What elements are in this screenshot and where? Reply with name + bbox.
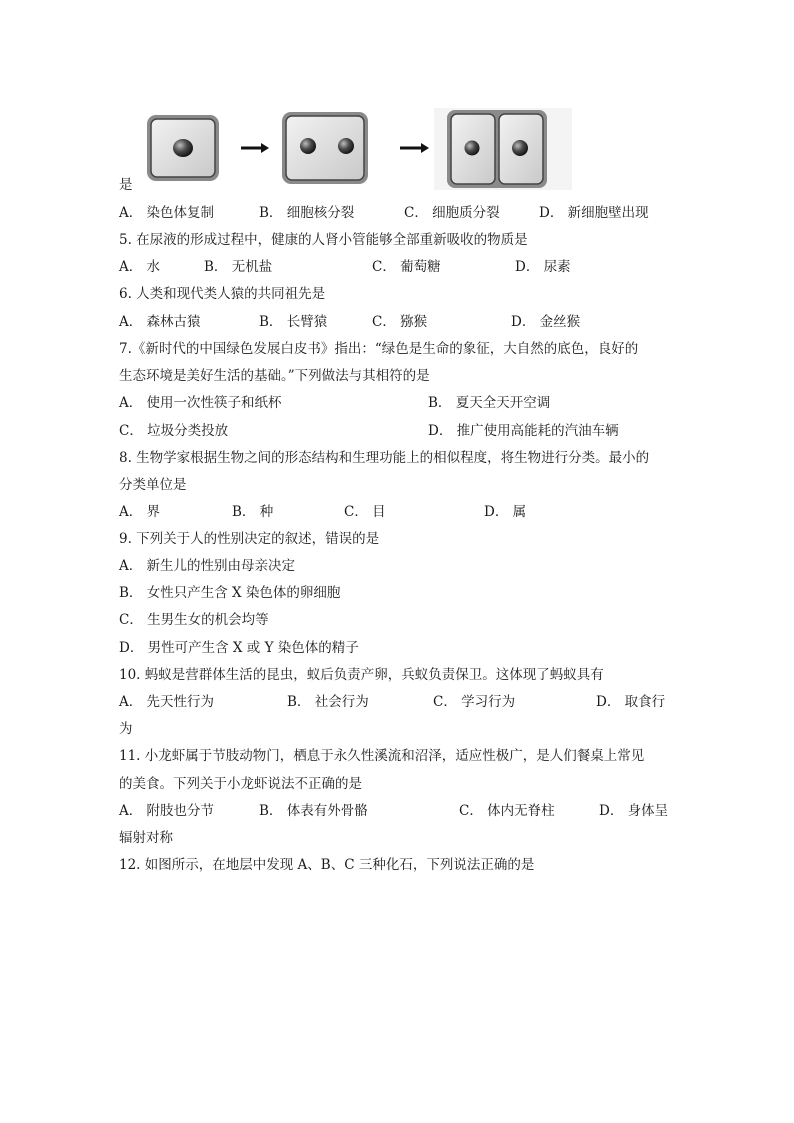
q10-option-c: C． 学习行为 [433,694,516,710]
cell-one-nucleus [147,115,219,181]
q9-option-a: A． 新生儿的性别由母亲决定 [119,558,296,574]
nucleus-icon [512,140,528,156]
figure-lead-text: 是 [119,177,133,193]
q12-stem: 12. 如图所示，在地层中发现 A、B、C 三种化石，下列说法正确的是 [119,857,535,873]
q7-option-c: C． 垃圾分类投放 [119,423,229,439]
q6-option-b: B． 长臂猿 [259,314,328,330]
q6-option-a: A． 森林古猿 [119,314,201,330]
q10-option-b: B． 社会行为 [287,694,369,710]
q5-option-a: A． 水 [119,259,161,275]
q11-option-d-wrap: 辐射对称 [119,830,173,846]
cell-divided [447,110,547,188]
q9-option-c: C． 生男生女的机会均等 [119,612,269,628]
q4-option-c: C． 细胞质分裂 [404,205,500,221]
q11-option-b: B． 体表有外骨骼 [259,803,368,819]
cell-two-nuclei [282,112,368,184]
nucleus-icon [338,138,354,154]
q6-stem: 6. 人类和现代类人猿的共同祖先是 [119,286,326,302]
q4-option-d: D． 新细胞壁出现 [539,205,649,221]
q8-stem-line1: 8. 生物学家根据生物之间的形态结构和生理功能上的相似程度，将生物进行分类。最小的 [119,450,650,466]
q7-option-b: B． 夏天全天开空调 [428,395,551,411]
q9-stem: 9. 下列关于人的性别决定的叙述，错误的是 [119,531,380,547]
arrow-icon [400,143,429,153]
q11-stem-line2: 的美食。下列关于小龙虾说法不正确的是 [119,776,362,792]
arrow-icon [241,143,269,153]
q4-option-b: B． 细胞核分裂 [259,205,355,221]
cell-division-figure [142,108,572,190]
q8-option-b: B． 种 [232,504,274,520]
q8-stem-line2: 分类单位是 [119,477,187,493]
q10-stem: 10. 蚂蚁是营群体生活的昆虫，蚁后负责产卵，兵蚁负责保卫。这体现了蚂蚁具有 [119,667,604,683]
q9-option-b: B． 女性只产生含 X 染色体的卵细胞 [119,585,341,601]
q4-option-a: A． 染色体复制 [119,205,215,221]
q5-option-c: C． 葡萄糖 [372,259,441,275]
q5-stem: 5. 在尿液的形成过程中，健康的人肾小管能够全部重新吸收的物质是 [119,232,528,248]
q7-option-d: D． 推广使用高能耗的汽油车辆 [428,423,619,439]
q11-option-a: A． 附肢也分节 [119,803,215,819]
nucleus-icon [173,139,193,157]
q5-option-d: D． 尿素 [515,259,571,275]
q6-option-c: C． 猕猴 [372,314,428,330]
q10-option-d: D． 取食行 [596,694,666,710]
q8-option-c: C． 目 [344,504,386,520]
q8-option-d: D． 属 [484,504,527,520]
q10-option-d-wrap: 为 [119,721,133,737]
nucleus-icon [300,138,316,154]
nucleus-icon [465,141,480,156]
q11-option-d: D． 身体呈 [599,803,669,819]
q7-stem-line2: 生态环境是美好生活的基础。”下列做法与其相符的是 [119,368,430,384]
q11-stem-line1: 11. 小龙虾属于节肢动物门，栖息于永久性溪流和沼泽，适应性极广，是人们餐桌上常见 [119,748,645,764]
q11-option-c: C． 体内无脊柱 [459,803,555,819]
q7-stem-line1: 7.《新时代的中国绿色发展白皮书》指出：“绿色是生命的象征，大自然的底色，良好的 [119,341,639,357]
q5-option-b: B． 无机盐 [204,259,273,275]
q9-option-d: D． 男性可产生含 X 或 Y 染色体的精子 [119,640,359,656]
q6-option-d: D． 金丝猴 [511,314,581,330]
q7-option-a: A． 使用一次性筷子和纸杯 [119,395,282,411]
q8-option-a: A． 界 [119,504,161,520]
q10-option-a: A． 先天性行为 [119,694,215,710]
